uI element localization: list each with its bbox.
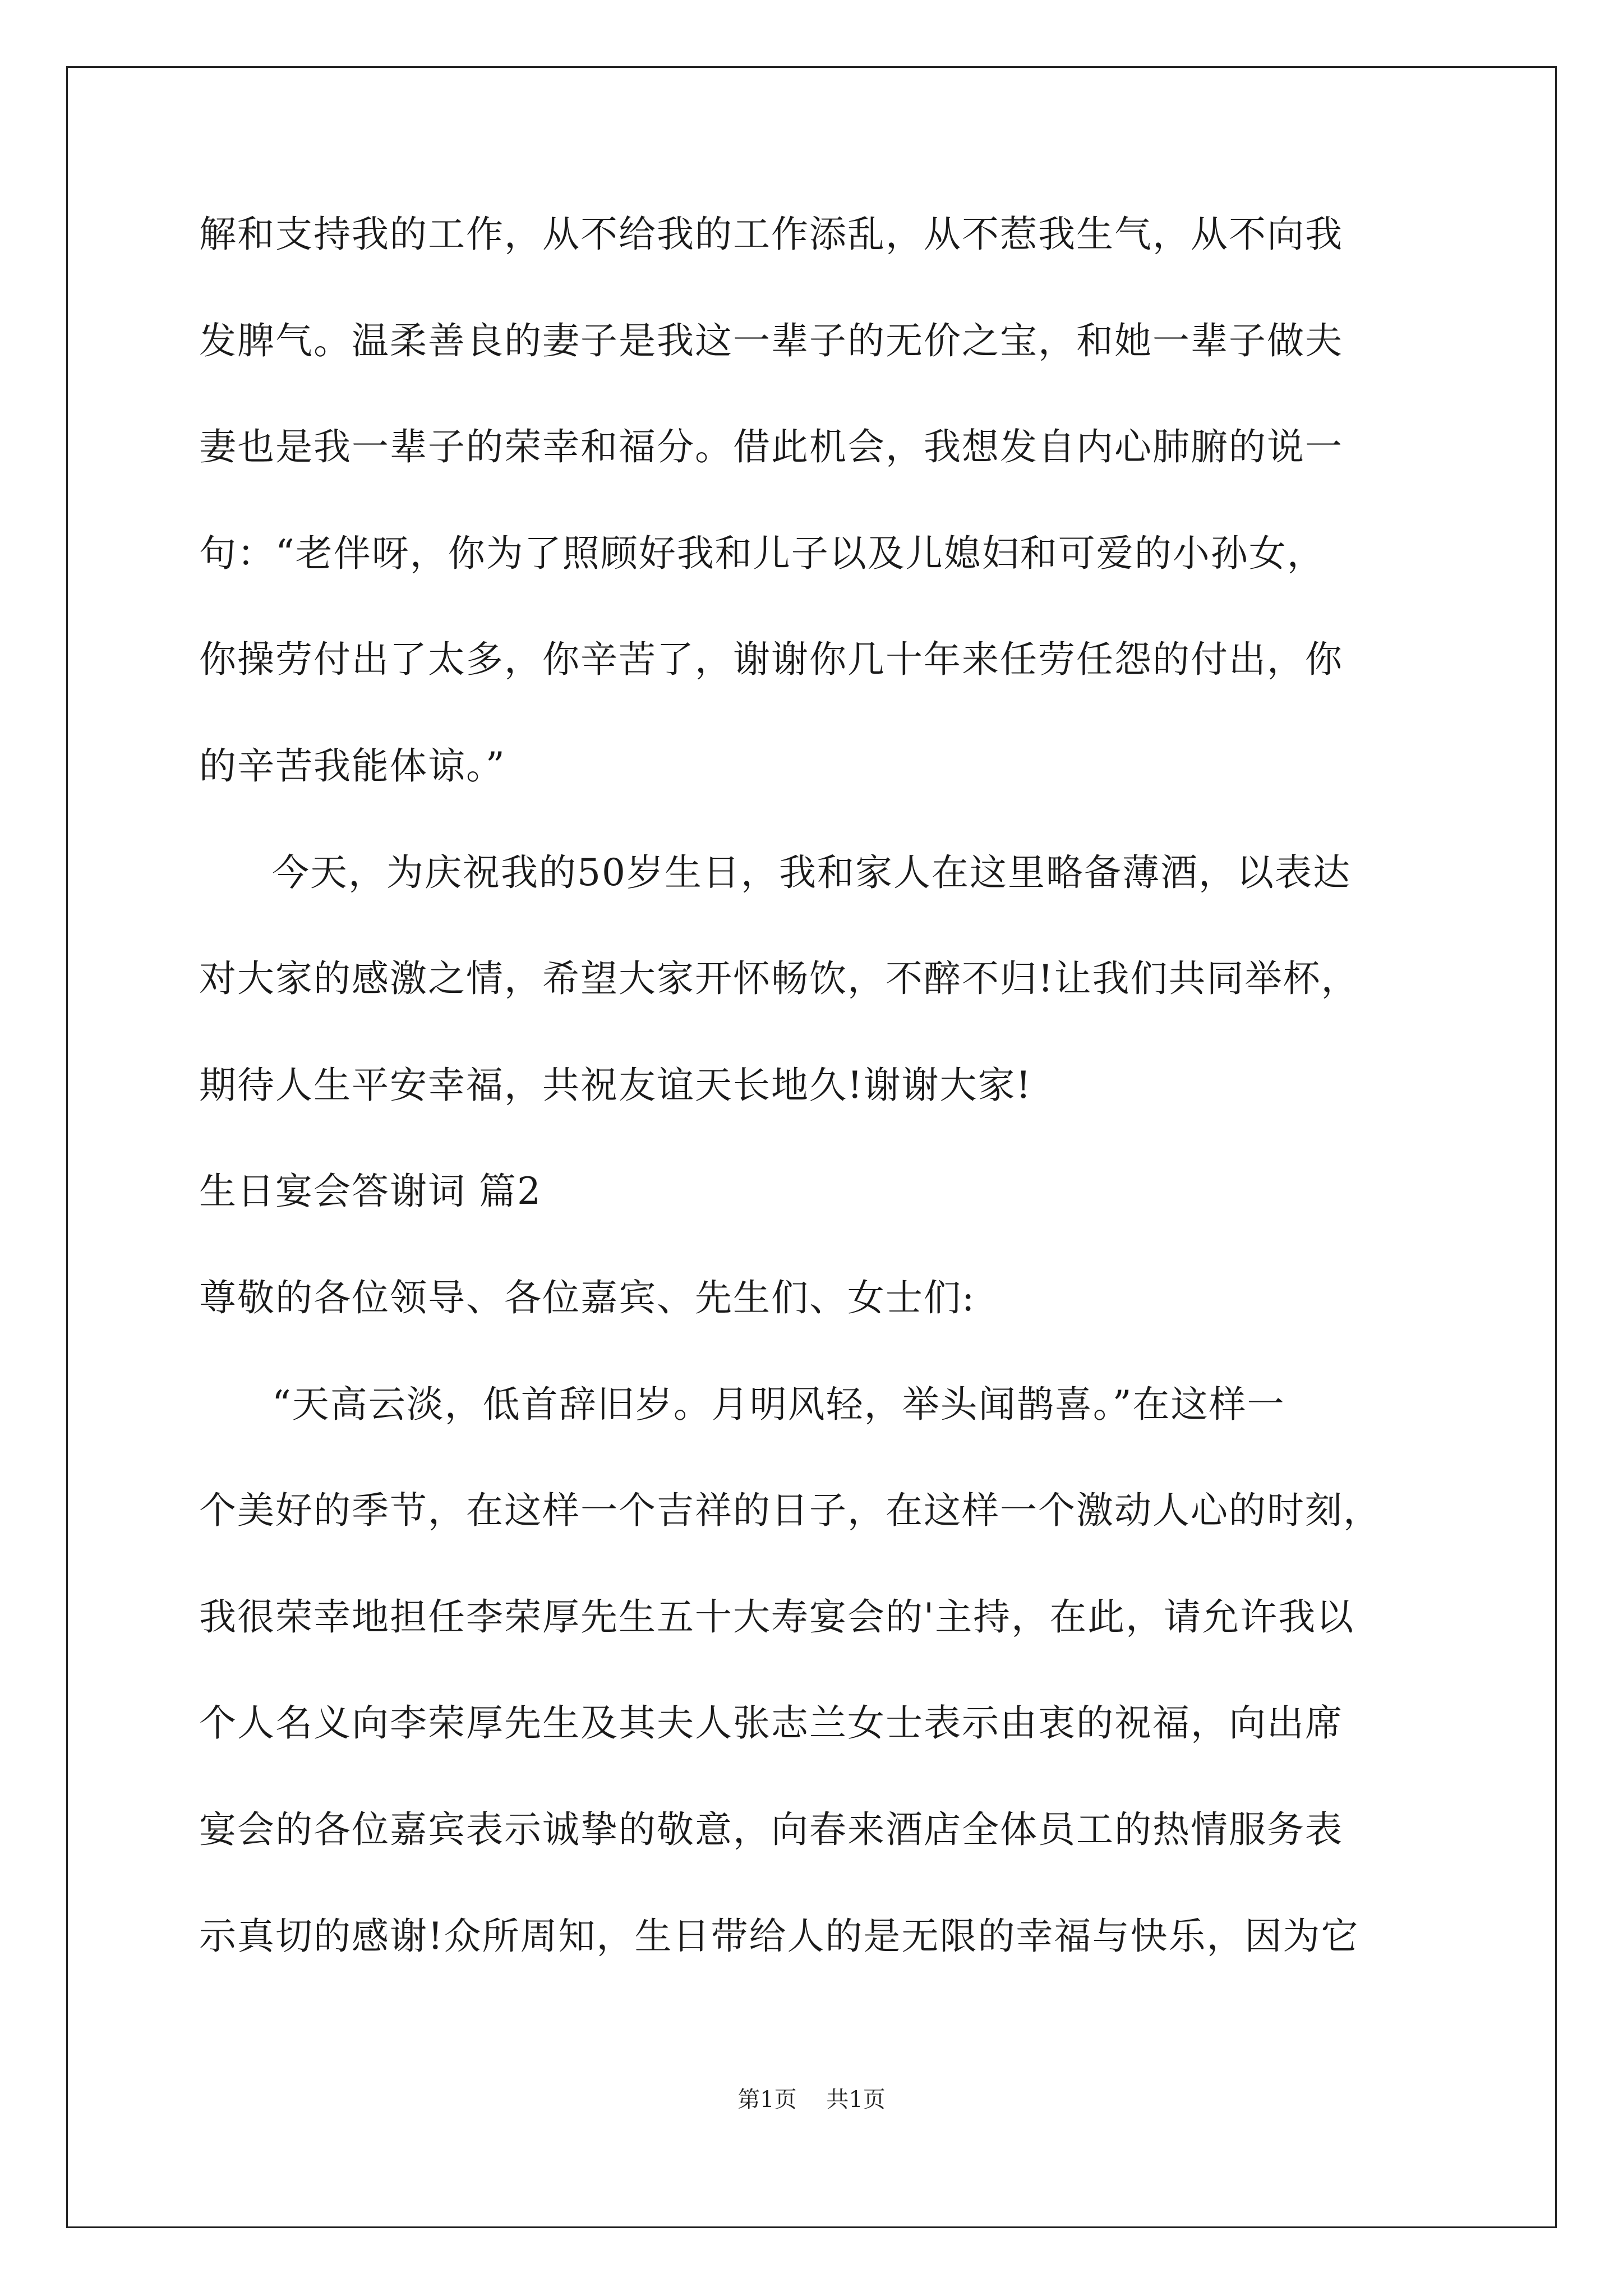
body-line: 个人名义向李荣厚先生及其夫人张志兰女士表示由衷的祝福，向出席 [199,1701,1343,1745]
body-line: 宴会的各位嘉宾表示诚挚的敬意，向春来酒店全体员工的热情服务表 [199,1807,1343,1851]
body-line: 今天，为庆祝我的50岁生日，我和家人在这里略备薄酒，以表达 [272,850,1351,894]
salutation: 尊敬的各位领导、各位嘉宾、先生们、女士们: [199,1276,976,1319]
body-line: 发脾气。温柔善良的妻子是我这一辈子的无价之宝，和她一辈子做夫 [199,319,1343,362]
body-line: 对大家的感激之情，希望大家开怀畅饮，不醉不归!让我们共同举杯， [199,957,1359,1001]
body-line: 解和支持我的工作，从不给我的工作添乱，从不惹我生气，从不向我 [199,213,1343,256]
page-footer [0,2086,1623,2114]
document-body [199,208,1444,2016]
section-heading: 生日宴会答谢词 篇2 [199,1170,542,1213]
body-line: 我很荣幸地担任李荣厚先生五十大寿宴会的'主持，在此，请允许我以 [199,1595,1355,1639]
body-line: 的辛苦我能体谅。” [199,744,506,788]
body-line: 示真切的感谢!众所周知，生日带给人的是无限的幸福与快乐，因为它 [199,1914,1359,1958]
body-line: 妻也是我一辈子的荣幸和福分。借此机会，我想发自内心肺腑的说一 [199,425,1343,469]
body-line: 期待人生平安幸福，共祝友谊天长地久!谢谢大家! [199,1063,1032,1107]
page-total: 共1页 [826,2087,886,2113]
body-line: 你操劳付出了太多，你辛苦了，谢谢你几十年来任劳任怨的付出，你 [199,638,1343,682]
page-number: 第1页 [737,2087,797,2113]
body-line: “天高云淡，低首辞旧岁。月明风轻，举头闻鹊喜。”在这样一 [272,1382,1285,1426]
body-line: 句：“老伴呀，你为了照顾好我和儿子以及儿媳妇和可爱的小孙女， [199,531,1325,575]
body-line: 个美好的季节，在这样一个吉祥的日子，在这样一个激动人心的时刻， [199,1489,1381,1533]
